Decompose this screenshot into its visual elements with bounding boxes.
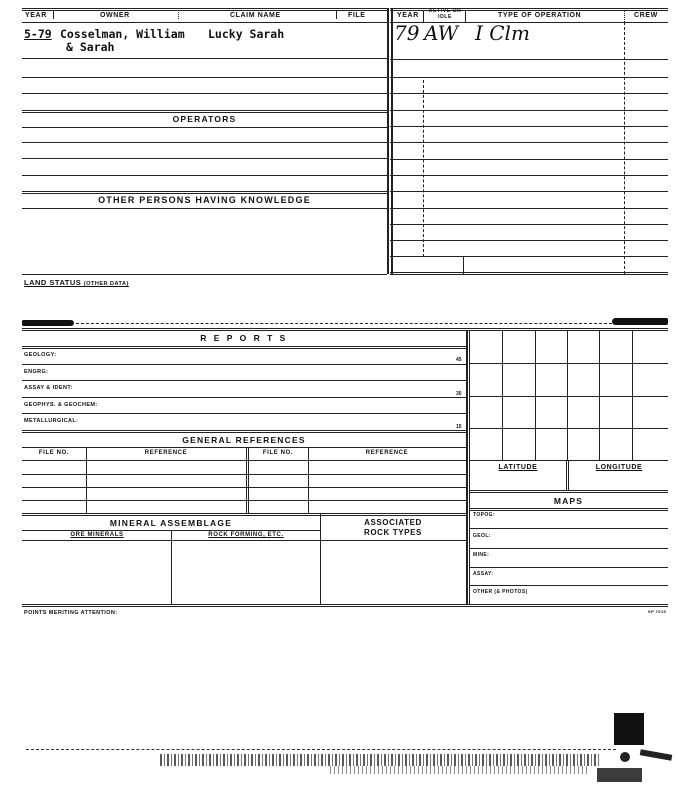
divider — [22, 127, 387, 128]
activity-type-of-operation: I Clm — [475, 21, 530, 45]
divider — [22, 274, 387, 275]
reports-heading: R E P O R T S — [200, 333, 288, 343]
divider — [390, 110, 668, 111]
activity-active-or-idle: AW — [424, 21, 459, 45]
divider — [390, 142, 668, 143]
divider — [22, 460, 466, 461]
header-crew: CREW — [634, 12, 658, 19]
header-owner: OWNER — [100, 12, 130, 19]
grid-line — [567, 330, 568, 460]
header-active-or-idle: ACTIVE OR IDLE — [428, 8, 462, 20]
divider — [22, 191, 387, 194]
divider — [22, 93, 387, 94]
divider — [390, 175, 668, 176]
land-status-title: LAND STATUS — [24, 278, 82, 287]
divider — [22, 346, 466, 349]
divider — [469, 508, 668, 511]
divider — [178, 10, 179, 19]
divider — [22, 380, 466, 381]
divider — [390, 224, 668, 225]
header-year: YEAR — [397, 12, 419, 19]
grid-line — [632, 330, 633, 460]
claim-name: Lucky Sarah — [208, 27, 285, 41]
grid-line — [502, 330, 503, 460]
grid-line — [599, 330, 600, 460]
divider — [22, 364, 466, 365]
divider — [53, 10, 54, 19]
scan-noise — [597, 768, 642, 782]
grid-line — [469, 396, 668, 397]
operators-heading: OPERATORS — [172, 114, 237, 124]
divider — [22, 413, 466, 414]
divider — [22, 110, 387, 113]
map-assay: ASSAY: — [473, 571, 494, 577]
divider — [22, 208, 387, 209]
divider — [76, 323, 612, 324]
report-label: METALLURGICAL: — [24, 418, 79, 424]
binder-mark — [612, 318, 668, 325]
claim-owner: & Sarah — [66, 40, 115, 54]
map-topog: TOPOG: — [473, 512, 496, 518]
header-year: YEAR — [25, 12, 47, 19]
divider — [390, 256, 668, 257]
binder-mark — [22, 320, 74, 326]
divider — [22, 604, 668, 607]
claim-owner: Cosselman, William — [60, 27, 185, 41]
divider — [22, 474, 466, 475]
divider — [336, 10, 337, 19]
divider — [22, 430, 466, 433]
divider — [469, 548, 668, 549]
divider — [22, 22, 387, 23]
divider — [171, 530, 172, 605]
report-num: 15 — [456, 424, 462, 430]
divider — [469, 490, 668, 493]
col-reference: REFERENCE — [144, 450, 188, 456]
form-code: SP 7015 — [648, 609, 667, 614]
divider — [469, 528, 668, 529]
col-reference: REFERENCE — [365, 450, 409, 456]
divider — [423, 80, 424, 257]
divider — [22, 500, 466, 501]
grid-line — [469, 363, 668, 364]
scan-streak — [640, 749, 673, 760]
divider — [22, 142, 387, 143]
divider — [390, 77, 668, 78]
general-references-heading: GENERAL REFERENCES — [182, 435, 306, 445]
divider — [465, 10, 466, 22]
divider — [390, 59, 668, 60]
grid-line — [469, 428, 668, 429]
divider — [308, 447, 309, 513]
header-claim-name: CLAIM NAME — [230, 12, 281, 19]
latitude-label: LATITUDE — [498, 464, 538, 471]
divider — [566, 460, 569, 490]
associated-rock-types-header — [320, 518, 466, 538]
map-other: OTHER (& PHOTOS) — [473, 589, 528, 595]
land-status-label — [24, 278, 129, 287]
associated-line1: ASSOCIATED — [364, 518, 422, 527]
divider — [469, 585, 668, 586]
col-file-no: FILE NO. — [38, 450, 70, 456]
divider — [387, 8, 389, 274]
ore-minerals-header: ORE MINERALS — [70, 532, 124, 538]
associated-line2: ROCK TYPES — [363, 528, 422, 537]
divider — [22, 58, 387, 59]
divider — [86, 447, 87, 513]
header-file: FILE — [348, 12, 366, 19]
divider — [390, 93, 668, 94]
divider — [390, 208, 668, 209]
claim-year: 5-79 — [24, 27, 52, 41]
scan-line — [26, 749, 616, 750]
scan-dot — [620, 752, 630, 762]
divider — [22, 77, 387, 78]
divider — [22, 175, 387, 176]
divider — [390, 240, 668, 241]
map-geol: GEOL: — [473, 533, 491, 539]
divider — [22, 328, 668, 331]
col-file-no: FILE NO. — [262, 450, 294, 456]
report-num: 45 — [456, 357, 462, 363]
divider — [22, 158, 387, 159]
divider — [22, 487, 466, 488]
other-persons-heading: OTHER PERSONS HAVING KNOWLEDGE — [98, 195, 311, 205]
report-label: ASSAY & IDENT: — [24, 385, 73, 391]
divider — [390, 272, 668, 275]
divider — [22, 397, 466, 398]
divider — [22, 513, 466, 516]
divider — [466, 330, 468, 605]
scan-noise — [160, 754, 600, 766]
divider — [390, 191, 668, 192]
divider — [22, 8, 387, 11]
longitude-label: LONGITUDE — [595, 464, 643, 471]
maps-heading: MAPS — [553, 496, 584, 506]
report-label: GEOLOGY: — [24, 352, 57, 358]
points-meriting-attention: POINTS MERITING ATTENTION: — [24, 610, 118, 616]
divider — [320, 540, 466, 541]
land-status-sublabel: (OTHER DATA) — [83, 281, 129, 287]
map-mine: MINE: — [473, 552, 490, 558]
divider — [390, 126, 668, 127]
divider — [624, 10, 625, 22]
grid-line — [535, 330, 536, 460]
divider — [22, 447, 466, 448]
divider — [390, 159, 668, 160]
divider — [246, 447, 249, 513]
report-label: GEOPHYS. & GEOCHEM: — [24, 402, 98, 408]
divider — [469, 567, 668, 568]
activity-year: 79 — [394, 21, 420, 45]
scan-noise — [330, 766, 590, 774]
mineral-assemblage-heading: MINERAL ASSEMBLAGE — [109, 518, 233, 528]
header-type-of-operation: TYPE OF OPERATION — [498, 12, 582, 19]
divider — [391, 8, 393, 274]
scan-dark-block — [614, 713, 644, 745]
report-num: 30 — [456, 391, 462, 397]
rock-forming-header: ROCK FORMING, ETC. — [208, 532, 284, 538]
report-label: ENGRG: — [24, 369, 49, 375]
